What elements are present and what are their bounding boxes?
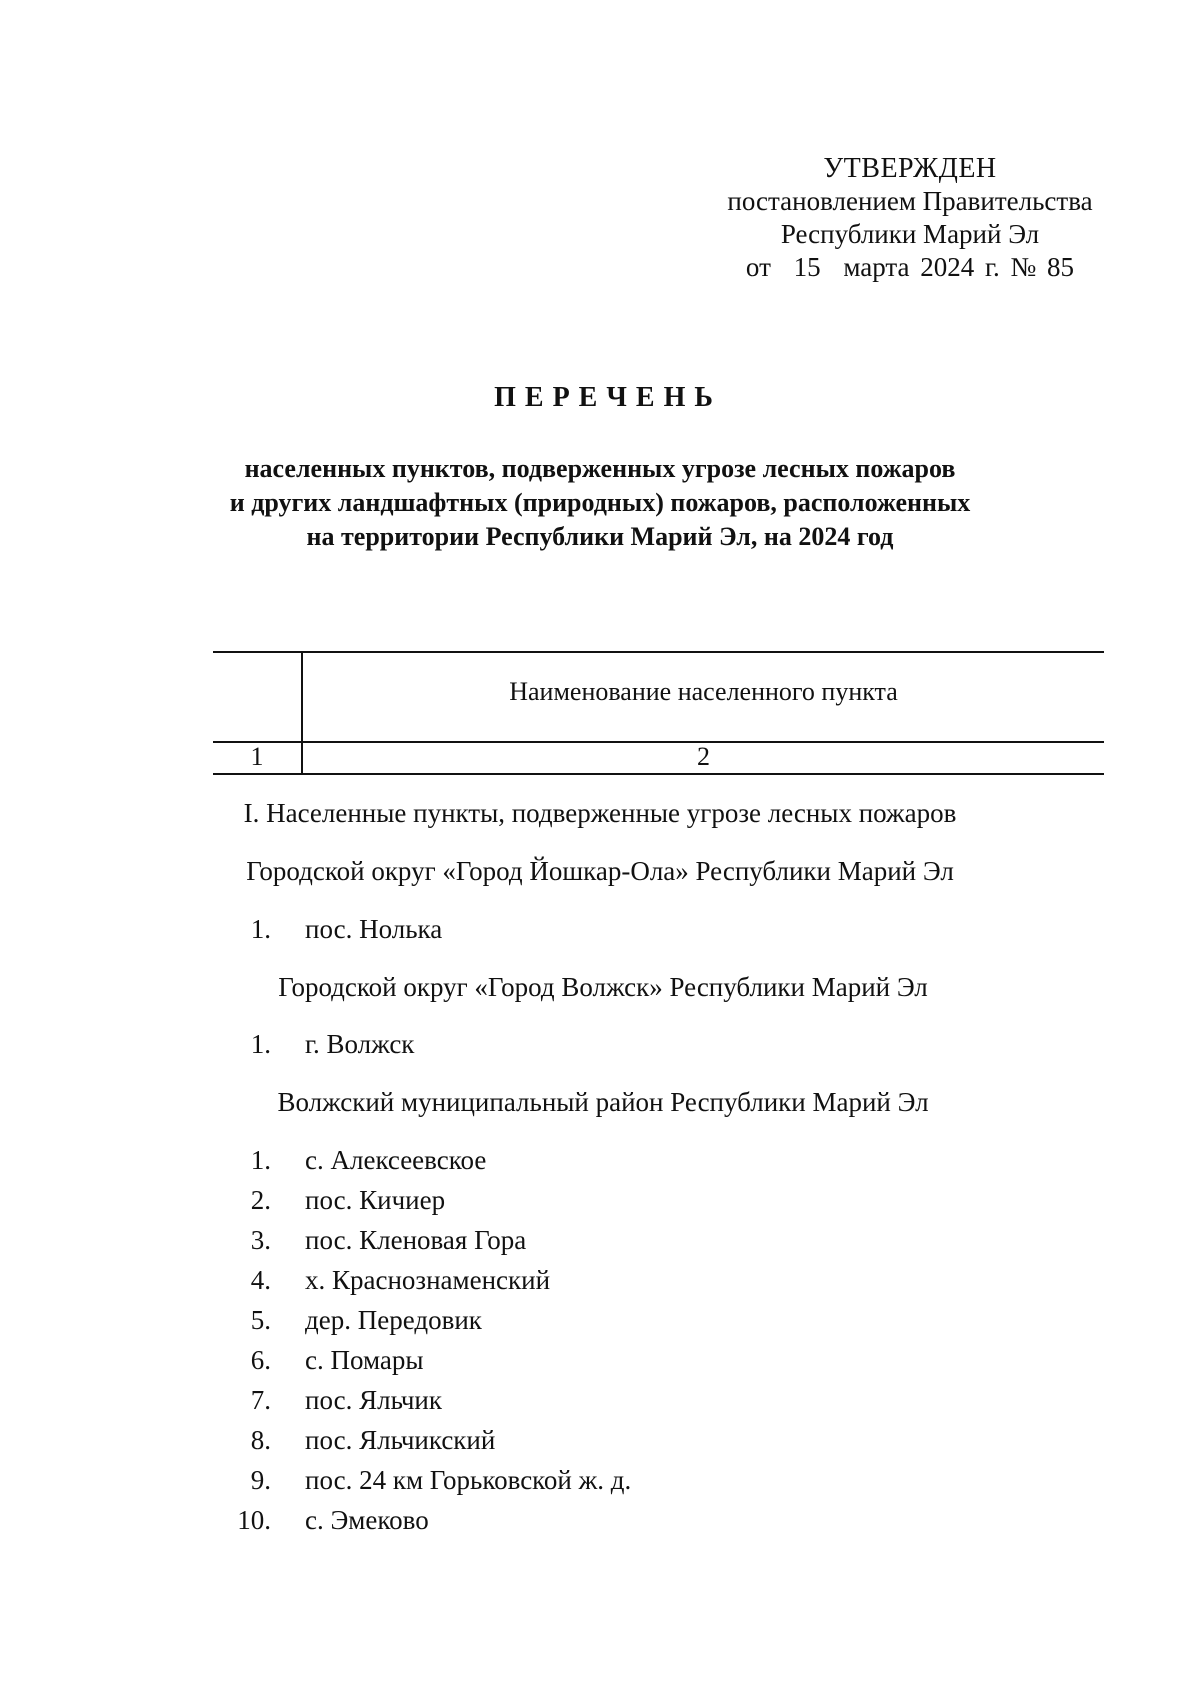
decree-date-rest: марта 2024 г. № 85 — [843, 252, 1075, 282]
subtitle-line-2: и других ландшафтных (природных) пожаров, расположенных — [229, 488, 971, 517]
list-item-name: х. Краснознаменский — [305, 1265, 551, 1295]
table-column-number-1: 1 — [250, 742, 264, 771]
approval-block — [700, 152, 1120, 284]
group-title: Городской округ «Город Йошкар-Ола» Республики Марий Эл — [246, 856, 954, 886]
list-item — [213, 1029, 1093, 1065]
list-item — [213, 1145, 1093, 1181]
subtitle-line-3: на территории Республики Марий Эл, на 2024 год — [306, 522, 894, 551]
list-item-name: с. Алексеевское — [305, 1145, 487, 1175]
document-title: ПЕРЕЧЕНЬ — [494, 382, 722, 413]
list-item-number: 8. — [250, 1425, 271, 1455]
list-item-number: 3. — [250, 1225, 271, 1255]
list-item-number: 1. — [250, 914, 271, 944]
subtitle-line-1: населенных пунктов, подверженных угрозе лесных пожаров — [244, 454, 956, 483]
table-header — [213, 651, 1104, 776]
approval-line-1: постановлением Правительства — [727, 186, 1093, 216]
approval-title: УТВЕРЖДЕН — [823, 153, 997, 184]
list-item-number: 6. — [250, 1345, 271, 1375]
decree-date-prefix: от — [745, 252, 771, 282]
list-item-name: г. Волжск — [305, 1029, 415, 1059]
list-item — [213, 1305, 1093, 1341]
list-item — [213, 1185, 1093, 1221]
group-title: Волжский муниципальный район Республики Марий Эл — [277, 1087, 929, 1117]
list-item-number: 9. — [250, 1465, 271, 1495]
list-item-name: пос. 24 км Горьковской ж. д. — [305, 1465, 632, 1495]
table-header-name: Наименование населенного пункта — [509, 677, 898, 706]
list-item-number: 5. — [250, 1305, 271, 1335]
section-title: I. Населенные пункты, подверженные угрозе лесных пожаров — [243, 798, 957, 828]
list-item — [213, 1425, 1093, 1461]
table-top-rule — [213, 651, 1104, 653]
list-item-number: 2. — [250, 1185, 271, 1215]
list-item-number: 1. — [250, 1145, 271, 1175]
list-item — [213, 1465, 1093, 1501]
decree-date-line — [700, 251, 1120, 284]
list-item-number: 10. — [237, 1505, 271, 1535]
list-item-name: дер. Передовик — [305, 1305, 482, 1335]
table-column-number-2: 2 — [697, 742, 710, 771]
list-item-name: пос. Яльчик — [305, 1385, 442, 1415]
list-item — [213, 1265, 1093, 1301]
list-item — [213, 1385, 1093, 1421]
list-item-name: с. Помары — [305, 1345, 424, 1375]
list-item-number: 1. — [250, 1029, 271, 1059]
list-item — [213, 1345, 1093, 1381]
document-subtitle — [150, 452, 1050, 554]
list-item-number: 4. — [250, 1265, 271, 1295]
list-item-name: пос. Кичиер — [305, 1185, 446, 1215]
list-item-name: пос. Яльчикский — [305, 1425, 496, 1455]
decree-day: 15 — [793, 252, 821, 282]
list-item — [213, 914, 1093, 950]
list-item-name: с. Эмеково — [305, 1505, 429, 1535]
group-title: Городской округ «Город Волжск» Республики Марий Эл — [278, 972, 928, 1002]
list-item — [213, 1505, 1093, 1541]
list-item-name: пос. Кленовая Гора — [305, 1225, 527, 1255]
list-item-name: пос. Нолька — [305, 914, 443, 944]
list-item — [213, 1225, 1093, 1261]
table-bottom-rule — [213, 773, 1104, 775]
approval-line-2: Республики Марий Эл — [780, 219, 1040, 249]
list-item-number: 7. — [250, 1385, 271, 1415]
